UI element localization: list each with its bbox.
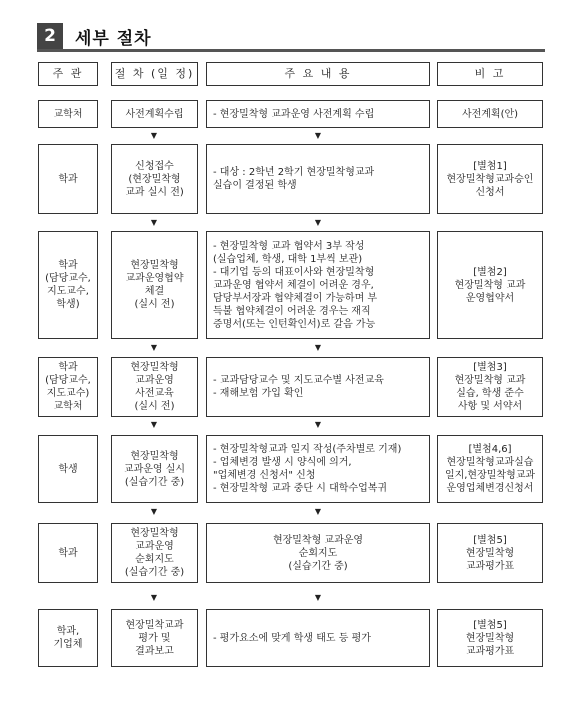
row-note: [별첨1] 현장밀착형교과승인 신청서 (437, 144, 543, 214)
row-step: 현장밀착형 교과운영 순회지도 (실습기간 중) (111, 523, 198, 583)
arrow-down-icon: ▼ (150, 131, 158, 140)
row-owner: 학과 (38, 523, 98, 583)
row-note: 사전계획(안) (437, 100, 543, 128)
row-note: [별첨2] 현장밀착형 교과 운영협약서 (437, 231, 543, 339)
section-title: 세부 절차 (75, 29, 152, 49)
row-content: 현장밀착형 교과운영 순회지도 (실습기간 중) (206, 523, 430, 583)
arrow-down-icon: ▼ (314, 420, 322, 429)
header-content: 주 요 내 용 (206, 62, 430, 86)
row-content: - 현장밀착형 교과 협약서 3부 작성 (실습업체, 학생, 대학 1부씩 보관) - 대기업 등의 대표이사와 현장밀착형 교과운영 협약서 체결이 어려운 경우, 담당부서장과 협약체결이 가능하며 부 득불 협약체결이 어려운 경우는 재직 증명서(또는 인턴확인서)로 갈음 가능 (206, 231, 430, 339)
row-content: - 현장밀착형 교과운영 사전계획 수립 (206, 100, 430, 128)
row-content: - 평가요소에 맞게 학생 태도 등 평가 (206, 609, 430, 667)
row-content: - 교과담당교수 및 지도교수별 사전교육 - 재해보험 가입 확인 (206, 357, 430, 417)
arrow-down-icon: ▼ (150, 343, 158, 352)
arrow-down-icon: ▼ (314, 507, 322, 516)
arrow-down-icon: ▼ (150, 218, 158, 227)
row-step: 현장밀착형 교과운영협약 체결 (실시 전) (111, 231, 198, 339)
arrow-down-icon: ▼ (314, 218, 322, 227)
header-step: 절 차 (일 정) (111, 62, 198, 86)
row-step: 신청접수 (현장밀착형 교과 실시 전) (111, 144, 198, 214)
arrow-down-icon: ▼ (314, 343, 322, 352)
header-rule (37, 49, 545, 52)
arrow-down-icon: ▼ (150, 593, 158, 602)
section-number: 2 (37, 23, 63, 49)
row-step: 현장밀착형 교과운영 실시 (실습기간 중) (111, 435, 198, 503)
row-note: [별첨4,6] 현장밀착형교과실습 일지,현장밀착형교과 운영업체변경신청서 (437, 435, 543, 503)
arrow-down-icon: ▼ (314, 593, 322, 602)
row-note: [별첨5] 현장밀착형 교과평가표 (437, 609, 543, 667)
row-owner: 학생 (38, 435, 98, 503)
row-note: [별첨5] 현장밀착형 교과평가표 (437, 523, 543, 583)
row-content: - 대상 : 2학년 2학기 현장밀착형교과 실습이 결정된 학생 (206, 144, 430, 214)
arrow-down-icon: ▼ (150, 420, 158, 429)
row-owner: 학과 (담당교수, 지도교수, 학생) (38, 231, 98, 339)
header-owner: 주 관 (38, 62, 98, 86)
row-step: 현장밀착형 교과운영 사전교육 (실시 전) (111, 357, 198, 417)
section-header (37, 23, 545, 53)
header-note: 비 고 (437, 62, 543, 86)
row-note: [별첨3] 현장밀착형 교과 실습, 학생 준수 사항 및 서약서 (437, 357, 543, 417)
header-divider (63, 23, 66, 49)
row-owner: 학과 (38, 144, 98, 214)
row-owner: 교학처 (38, 100, 98, 128)
arrow-down-icon: ▼ (314, 131, 322, 140)
row-step: 사전계획수립 (111, 100, 198, 128)
row-owner: 학과 (담당교수, 지도교수) 교학처 (38, 357, 98, 417)
row-content: - 현장밀착형교과 일지 작성(주차별로 기재) - 업체변경 발생 시 양식에 의거, "업체변경 신청서" 신청 - 현장밀착형 교과 중단 시 대학수업복귀 (206, 435, 430, 503)
row-step: 현장밀착교과 평가 및 결과보고 (111, 609, 198, 667)
row-owner: 학과, 기업체 (38, 609, 98, 667)
arrow-down-icon: ▼ (150, 507, 158, 516)
